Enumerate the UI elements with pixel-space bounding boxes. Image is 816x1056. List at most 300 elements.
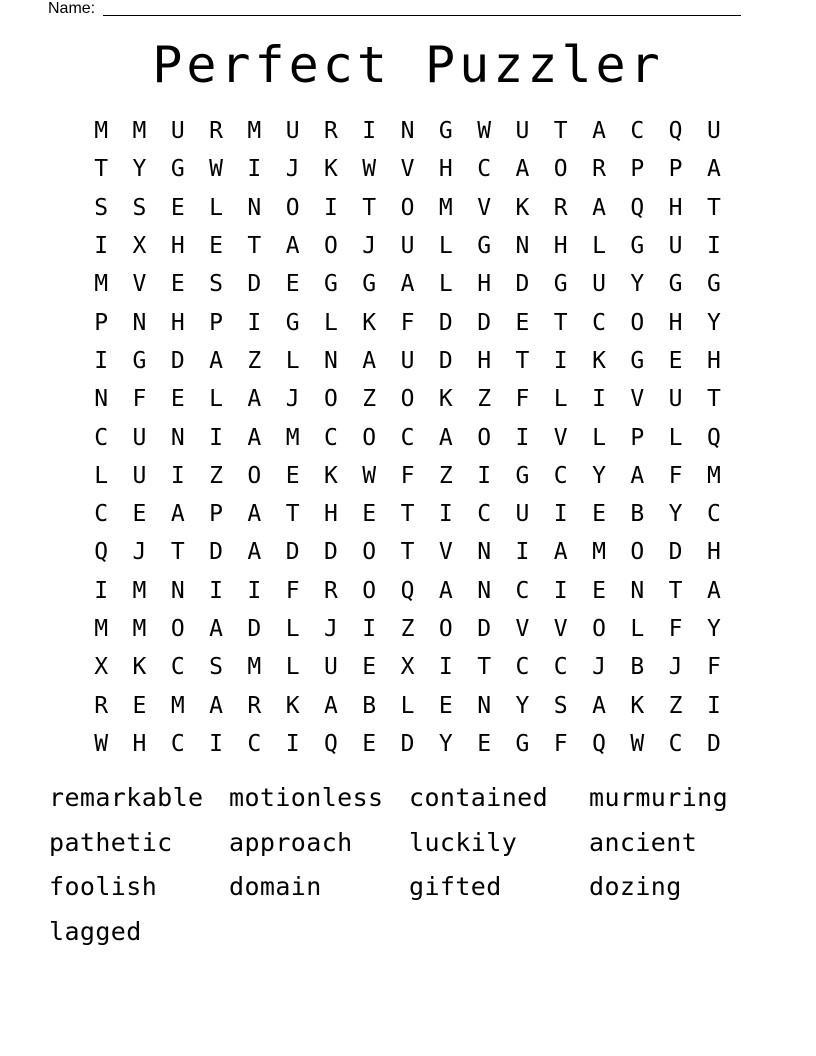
- grid-cell: M: [247, 118, 262, 145]
- grid-cell: L: [592, 233, 606, 260]
- letter-grid: [82, 112, 734, 763]
- grid-cell: R: [247, 692, 262, 719]
- grid-cell: K: [362, 309, 377, 336]
- grid-cell: U: [515, 501, 530, 528]
- word-list-item: gifted: [409, 872, 502, 901]
- grid-cell: Z: [668, 692, 683, 719]
- grid-cell: L: [285, 654, 300, 681]
- grid-cell: V: [477, 194, 492, 221]
- grid-cell: K: [285, 692, 300, 719]
- grid-cell: L: [94, 462, 109, 489]
- grid-cell: R: [209, 118, 223, 145]
- grid-cell: I: [209, 424, 223, 451]
- grid-cell: I: [324, 194, 338, 221]
- grid-cell: H: [438, 156, 453, 183]
- grid-cell: T: [706, 194, 721, 221]
- word-list-item: pathetic: [49, 827, 173, 857]
- grid-cell: E: [132, 501, 147, 528]
- grid-cell: C: [592, 309, 606, 336]
- grid-cell: M: [247, 654, 262, 681]
- grid-cell: E: [362, 654, 377, 681]
- grid-cell: M: [132, 118, 147, 145]
- grid-cell: O: [400, 386, 415, 413]
- grid-cell: L: [285, 347, 300, 374]
- grid-cell: I: [706, 692, 721, 719]
- grid-cell: I: [94, 233, 109, 260]
- grid-cell: U: [324, 654, 338, 681]
- word-list-item: remarkable: [49, 783, 204, 812]
- grid-cell: I: [170, 462, 185, 489]
- grid-cell: F: [132, 386, 147, 413]
- grid-cell: W: [94, 730, 109, 757]
- grid-cell: Q: [94, 539, 109, 566]
- grid-cell: F: [400, 309, 415, 336]
- grid-cell: T: [400, 539, 415, 566]
- grid-cell: A: [592, 692, 606, 719]
- grid-cell: J: [285, 156, 300, 183]
- grid-cell: U: [170, 118, 185, 145]
- grid-cell: U: [400, 347, 415, 374]
- grid-cell: Y: [630, 271, 645, 298]
- grid-cell: N: [247, 194, 262, 221]
- grid-cell: C: [706, 501, 721, 528]
- grid-cell: T: [247, 233, 262, 260]
- grid-cell: A: [247, 386, 262, 413]
- grid-cell: R: [592, 156, 606, 183]
- grid-cell: E: [170, 194, 185, 221]
- grid-cell: T: [553, 309, 568, 336]
- grid-cell: S: [94, 194, 109, 221]
- grid-cell: E: [362, 501, 377, 528]
- grid-cell: G: [132, 347, 147, 374]
- grid-cell: M: [132, 577, 147, 604]
- grid-cell: C: [553, 462, 568, 489]
- grid-cell: N: [170, 424, 185, 451]
- grid-cell: W: [362, 462, 377, 489]
- grid-cell: I: [438, 654, 453, 681]
- grid-cell: A: [592, 194, 606, 221]
- grid-cell: I: [438, 501, 453, 528]
- grid-cell: G: [515, 730, 530, 757]
- grid-cell: F: [668, 616, 683, 642]
- grid-cell: A: [553, 539, 568, 566]
- grid-cell: N: [477, 577, 492, 604]
- grid-cell: O: [324, 233, 338, 260]
- grid-cell: Q: [630, 194, 645, 221]
- grid-cell: E: [438, 692, 453, 719]
- grid-cell: E: [170, 271, 185, 298]
- grid-cell: A: [438, 424, 453, 451]
- grid-cell: E: [592, 501, 606, 528]
- grid-cell: I: [94, 347, 109, 374]
- grid-cell: E: [285, 271, 300, 298]
- word-list-item: luckily: [409, 827, 518, 857]
- grid-cell: I: [285, 730, 300, 757]
- word-list: [49, 778, 769, 956]
- grid-cell: U: [668, 386, 683, 413]
- grid-cell: N: [94, 386, 109, 413]
- grid-cell: G: [515, 462, 530, 489]
- grid-cell: U: [132, 424, 147, 451]
- grid-cell: S: [553, 692, 568, 719]
- grid-cell: O: [630, 309, 645, 336]
- word-list-item: murmuring: [589, 783, 729, 812]
- grid-cell: U: [706, 118, 721, 145]
- word-list-item: motionless: [229, 783, 384, 812]
- grid-cell: E: [285, 462, 300, 489]
- grid-cell: Y: [706, 309, 721, 336]
- grid-cell: C: [515, 577, 530, 604]
- grid-cell: C: [400, 424, 415, 451]
- grid-cell: D: [324, 539, 338, 566]
- grid-cell: G: [438, 118, 453, 145]
- grid-cell: Z: [209, 462, 223, 489]
- grid-cell: V: [400, 156, 415, 183]
- grid-cell: K: [592, 347, 606, 374]
- grid-cell: G: [630, 347, 645, 374]
- grid-cell: D: [438, 309, 453, 336]
- grid-cell: T: [668, 577, 683, 604]
- grid-cell: L: [592, 424, 606, 451]
- word-list-item: contained: [409, 783, 549, 812]
- grid-cell: I: [94, 577, 109, 604]
- grid-cell: S: [209, 271, 223, 298]
- grid-cell: Y: [515, 692, 530, 719]
- grid-cell: A: [247, 539, 262, 566]
- grid-cell: D: [247, 616, 262, 642]
- grid-cell: D: [209, 539, 223, 566]
- grid-cell: O: [592, 616, 606, 642]
- grid-cell: C: [94, 424, 109, 451]
- grid-cell: I: [247, 156, 262, 183]
- grid-cell: O: [553, 156, 568, 183]
- grid-cell: H: [706, 347, 721, 374]
- grid-cell: L: [438, 233, 453, 260]
- grid-cell: V: [132, 271, 147, 298]
- grid-cell: N: [400, 118, 415, 145]
- grid-cell: Y: [132, 156, 147, 183]
- word-list-item: foolish: [49, 872, 158, 901]
- grid-cell: H: [553, 233, 568, 260]
- grid-cell: I: [553, 501, 568, 528]
- grid-cell: G: [285, 309, 300, 336]
- grid-cell: H: [706, 539, 721, 566]
- grid-cell: O: [438, 616, 453, 642]
- grid-cell: K: [324, 156, 338, 183]
- grid-cell: K: [132, 654, 147, 681]
- grid-cell: Z: [247, 347, 262, 374]
- grid-cell: A: [209, 692, 223, 719]
- grid-cell: H: [668, 194, 683, 221]
- grid-cell: O: [630, 539, 645, 566]
- grid-cell: P: [94, 309, 109, 336]
- grid-cell: H: [477, 347, 492, 374]
- grid-cell: T: [94, 156, 109, 183]
- grid-cell: C: [477, 501, 492, 528]
- grid-cell: N: [170, 577, 185, 604]
- grid-cell: U: [668, 233, 683, 260]
- grid-cell: I: [553, 577, 568, 604]
- grid-cell: E: [209, 233, 223, 260]
- grid-cell: J: [668, 654, 683, 681]
- grid-cell: C: [170, 730, 185, 757]
- grid-cell: D: [668, 539, 683, 566]
- grid-cell: B: [630, 654, 645, 681]
- grid-cell: M: [94, 616, 109, 642]
- grid-cell: C: [247, 730, 262, 757]
- grid-cell: B: [362, 692, 377, 719]
- grid-cell: L: [209, 386, 223, 413]
- grid-cell: I: [247, 577, 262, 604]
- grid-cell: A: [247, 501, 262, 528]
- grid-cell: N: [477, 539, 492, 566]
- grid-cell: C: [515, 654, 530, 681]
- grid-cell: T: [553, 118, 568, 145]
- grid-cell: A: [285, 233, 300, 260]
- grid-cell: O: [247, 462, 262, 489]
- grid-cell: L: [209, 194, 223, 221]
- grid-cell: P: [209, 309, 223, 336]
- grid-cell: U: [515, 118, 530, 145]
- grid-cell: A: [515, 156, 530, 183]
- grid-cell: H: [668, 309, 683, 336]
- grid-cell: A: [362, 347, 377, 374]
- grid-cell: F: [553, 730, 568, 757]
- grid-cell: O: [362, 577, 377, 604]
- grid-cell: D: [285, 539, 300, 566]
- grid-cell: G: [630, 233, 645, 260]
- grid-cell: K: [515, 194, 530, 221]
- grid-cell: T: [515, 347, 530, 374]
- grid-cell: F: [400, 462, 415, 489]
- grid-cell: D: [515, 271, 530, 298]
- grid-cell: I: [515, 424, 530, 451]
- grid-cell: D: [477, 309, 492, 336]
- grid-cell: L: [285, 616, 300, 642]
- grid-cell: T: [362, 194, 377, 221]
- grid-cell: I: [477, 462, 492, 489]
- grid-cell: J: [132, 539, 147, 566]
- grid-cell: O: [170, 616, 185, 642]
- grid-cell: L: [324, 309, 338, 336]
- grid-cell: G: [706, 271, 721, 298]
- grid-cell: E: [170, 386, 185, 413]
- grid-cell: P: [630, 424, 645, 451]
- grid-cell: T: [285, 501, 300, 528]
- grid-cell: N: [477, 692, 492, 719]
- grid-cell: I: [592, 386, 606, 413]
- grid-cell: F: [285, 577, 300, 604]
- grid-cell: J: [324, 616, 338, 642]
- grid-cell: E: [515, 309, 530, 336]
- grid-cell: O: [324, 386, 338, 413]
- grid-cell: I: [247, 309, 262, 336]
- grid-cell: G: [362, 271, 377, 298]
- grid-cell: O: [362, 424, 377, 451]
- grid-cell: I: [362, 118, 377, 145]
- grid-cell: O: [400, 194, 415, 221]
- grid-cell: A: [400, 271, 415, 298]
- grid-cell: G: [477, 233, 492, 260]
- grid-cell: A: [706, 156, 721, 183]
- grid-cell: K: [438, 386, 453, 413]
- grid-cell: A: [706, 577, 721, 604]
- grid-cell: H: [170, 233, 185, 260]
- grid-cell: C: [668, 730, 683, 757]
- grid-cell: Q: [400, 577, 415, 604]
- grid-cell: N: [132, 309, 147, 336]
- grid-cell: I: [209, 730, 223, 757]
- grid-cell: I: [362, 616, 377, 642]
- grid-cell: Z: [438, 462, 453, 489]
- grid-cell: E: [132, 692, 147, 719]
- grid-cell: M: [94, 271, 109, 298]
- grid-cell: Z: [362, 386, 377, 413]
- grid-cell: C: [94, 501, 109, 528]
- grid-cell: H: [132, 730, 147, 757]
- grid-cell: E: [668, 347, 683, 374]
- grid-cell: D: [247, 271, 262, 298]
- grid-cell: V: [553, 424, 568, 451]
- grid-cell: A: [170, 501, 185, 528]
- grid-cell: R: [324, 118, 338, 145]
- grid-cell: A: [209, 347, 223, 374]
- grid-cell: T: [400, 501, 415, 528]
- grid-cell: Y: [438, 730, 453, 757]
- grid-cell: D: [400, 730, 415, 757]
- grid-cell: L: [553, 386, 568, 413]
- grid-cell: F: [668, 462, 683, 489]
- grid-cell: C: [630, 118, 645, 145]
- name-field-line[interactable]: [103, 15, 741, 16]
- grid-cell: G: [668, 271, 683, 298]
- grid-cell: V: [438, 539, 453, 566]
- word-list-item: dozing: [589, 872, 682, 901]
- grid-cell: W: [209, 156, 223, 183]
- grid-cell: A: [592, 118, 606, 145]
- grid-cell: I: [553, 347, 568, 374]
- grid-cell: K: [324, 462, 338, 489]
- grid-cell: G: [170, 156, 185, 183]
- grid-cell: A: [324, 692, 338, 719]
- grid-cell: L: [668, 424, 683, 451]
- grid-cell: L: [438, 271, 453, 298]
- grid-cell: W: [477, 118, 492, 145]
- grid-cell: X: [132, 233, 147, 260]
- grid-cell: C: [170, 654, 185, 681]
- grid-cell: H: [477, 271, 492, 298]
- grid-cell: H: [170, 309, 185, 336]
- grid-cell: J: [592, 654, 606, 681]
- grid-cell: P: [209, 501, 223, 528]
- word-list-item: lagged: [49, 916, 142, 946]
- grid-cell: P: [668, 156, 683, 183]
- grid-cell: Q: [324, 730, 338, 757]
- grid-cell: D: [706, 730, 721, 757]
- grid-cell: S: [132, 194, 147, 221]
- grid-cell: F: [706, 654, 721, 681]
- grid-cell: X: [94, 654, 109, 681]
- grid-cell: T: [706, 386, 721, 413]
- grid-cell: G: [553, 271, 568, 298]
- grid-cell: M: [706, 462, 721, 489]
- grid-cell: C: [477, 156, 492, 183]
- grid-cell: M: [592, 539, 606, 566]
- grid-cell: N: [324, 347, 338, 374]
- grid-cell: Y: [706, 616, 721, 642]
- grid-cell: O: [285, 194, 300, 221]
- grid-cell: J: [362, 233, 377, 260]
- grid-cell: T: [477, 654, 492, 681]
- grid-cell: H: [324, 501, 338, 528]
- grid-cell: W: [630, 730, 645, 757]
- grid-cell: A: [209, 616, 223, 642]
- grid-cell: G: [324, 271, 338, 298]
- word-list-item: approach: [229, 827, 353, 857]
- grid-cell: V: [553, 616, 568, 642]
- grid-cell: T: [170, 539, 185, 566]
- grid-cell: U: [400, 233, 415, 260]
- grid-cell: Y: [592, 462, 606, 489]
- grid-cell: Q: [592, 730, 606, 757]
- grid-cell: K: [630, 692, 645, 719]
- grid-cell: R: [553, 194, 568, 221]
- grid-cell: M: [170, 692, 185, 719]
- grid-cell: E: [477, 730, 492, 757]
- grid-cell: U: [592, 271, 606, 298]
- grid-cell: M: [285, 424, 300, 451]
- word-list-item: ancient: [589, 827, 698, 857]
- grid-cell: D: [170, 347, 185, 374]
- grid-cell: S: [209, 654, 223, 681]
- grid-cell: W: [362, 156, 377, 183]
- grid-cell: A: [438, 577, 453, 604]
- grid-cell: U: [132, 462, 147, 489]
- grid-cell: D: [477, 616, 492, 642]
- grid-cell: R: [94, 692, 109, 719]
- grid-cell: N: [515, 233, 530, 260]
- grid-cell: R: [324, 577, 338, 604]
- grid-cell: Y: [668, 501, 683, 528]
- grid-cell: Z: [477, 386, 492, 413]
- grid-cell: L: [400, 692, 415, 719]
- grid-cell: U: [285, 118, 300, 145]
- word-list-item: domain: [229, 872, 322, 901]
- grid-cell: P: [630, 156, 645, 183]
- grid-cell: C: [324, 424, 338, 451]
- grid-cell: E: [362, 730, 377, 757]
- name-label: Name:: [48, 0, 96, 17]
- grid-cell: Z: [400, 616, 415, 642]
- grid-cell: I: [209, 577, 223, 604]
- grid-cell: X: [400, 654, 415, 681]
- grid-cell: A: [630, 462, 645, 489]
- grid-cell: M: [438, 194, 453, 221]
- puzzle-title: Perfect Puzzler: [152, 36, 664, 94]
- grid-cell: E: [592, 577, 606, 604]
- grid-cell: C: [553, 654, 568, 681]
- grid-cell: L: [630, 616, 645, 642]
- grid-cell: D: [438, 347, 453, 374]
- grid-cell: V: [630, 386, 645, 413]
- grid-cell: B: [630, 501, 645, 528]
- grid-cell: N: [630, 577, 645, 604]
- grid-cell: Q: [668, 118, 683, 145]
- grid-cell: M: [94, 118, 109, 145]
- grid-cell: A: [247, 424, 262, 451]
- grid-cell: J: [285, 386, 300, 413]
- grid-cell: Q: [706, 424, 721, 451]
